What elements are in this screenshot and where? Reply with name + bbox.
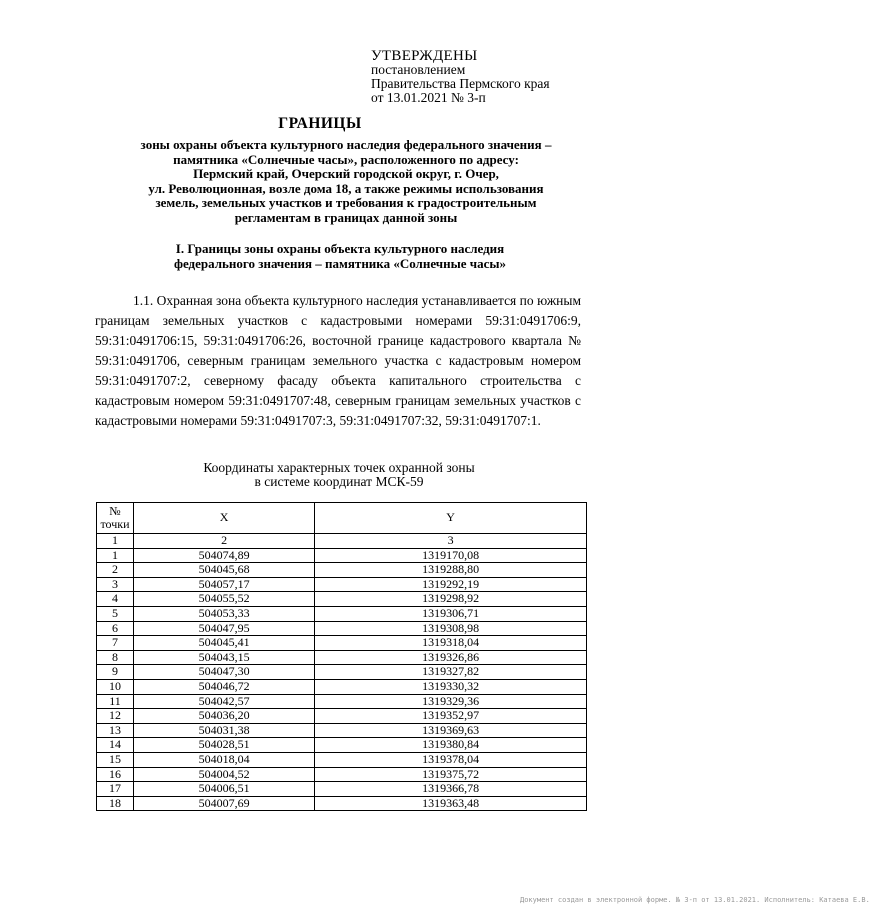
- y-value-cell: 1319326,86: [315, 650, 587, 665]
- footer-stamp: Документ создан в электронной форме. № 3-п от 13.01.2021. Исполнитель: Катаева Е.В.: [520, 896, 870, 904]
- caption-line: в системе координат МСК-59: [254, 473, 424, 489]
- table-row: [97, 796, 587, 811]
- x-value-cell: 504057,17: [133, 577, 314, 592]
- document-subtitle: [90, 138, 602, 225]
- table-row: [97, 650, 587, 665]
- header-point-number: № точки: [97, 503, 134, 534]
- subtitle-line: Пермский край, Очерский городской округ, г. Очер,: [193, 166, 499, 181]
- approval-line: от 13.01.2021 № 3-п: [371, 90, 486, 105]
- section-heading-line: I. Границы зоны охраны объекта культурного наследия: [175, 241, 505, 256]
- y-value-cell: 1319308,98: [315, 621, 587, 636]
- y-value-cell: 1319378,04: [315, 752, 587, 767]
- y-value-cell: 1319329,36: [315, 694, 587, 709]
- y-value-cell: 1319306,71: [315, 606, 587, 621]
- x-value-cell: 504004,52: [133, 767, 314, 782]
- table-caption: [0, 461, 678, 488]
- point-number-cell: 4: [97, 592, 134, 607]
- subtitle-line: памятника «Солнечные часы», расположенного по адресу:: [173, 151, 519, 167]
- y-value-cell: 1319330,32: [315, 679, 587, 694]
- point-number-cell: 3: [97, 577, 134, 592]
- point-number-cell: 12: [97, 709, 134, 724]
- table-row: [97, 577, 587, 592]
- table-row: [97, 694, 587, 709]
- paragraph-1-1: 1.1. Охранная зона объекта культурного наследия устанавливается по южным границам земельных участков с кадастровыми номерами 59:31:0491706:9, 59:31:0491706:15, 59:31:0491706:26, восточной границе кадастрового квартала № 59:31:0491706, северным границам земельного участка с кадастровым номером 59:31:0491707:2, северному фасаду объекта капитального строительства с кадастровым номером 59:31:0491707:48, северным границам земельных участков с кадастровыми номерами 59:31:0491707:3, 59:31:0491707:32, 59:31:0491707:1.: [95, 293, 581, 428]
- table-row: [97, 709, 587, 724]
- y-value-cell: 1319380,84: [315, 738, 587, 753]
- x-value-cell: 504043,15: [133, 650, 314, 665]
- y-value-cell: 1319327,82: [315, 665, 587, 680]
- table-row: [97, 723, 587, 738]
- table-row: [97, 679, 587, 694]
- point-number-cell: 5: [97, 606, 134, 621]
- index-cell: 2: [133, 534, 314, 549]
- table-row: [97, 621, 587, 636]
- table-row: [97, 782, 587, 797]
- point-number-cell: 10: [97, 679, 134, 694]
- table-row: [97, 563, 587, 578]
- subtitle-line: ул. Революционная, возле дома 18, а также режимы использования: [148, 180, 544, 196]
- x-value-cell: 504046,72: [133, 679, 314, 694]
- approval-block: [371, 49, 550, 105]
- point-number-cell: 2: [97, 563, 134, 578]
- subtitle-line: зоны охраны объекта культурного наследия федерального значения –: [140, 137, 552, 152]
- point-number-cell: 14: [97, 738, 134, 753]
- x-value-cell: 504028,51: [133, 738, 314, 753]
- coordinates-table: [96, 502, 587, 811]
- point-number-cell: 15: [97, 752, 134, 767]
- index-cell: 3: [315, 534, 587, 549]
- index-cell: 1: [97, 534, 134, 549]
- point-number-cell: 1: [97, 548, 134, 563]
- x-value-cell: 504006,51: [133, 782, 314, 797]
- y-value-cell: 1319292,19: [315, 577, 587, 592]
- y-value-cell: 1319318,04: [315, 636, 587, 651]
- x-value-cell: 504074,89: [133, 548, 314, 563]
- table-index-row: [97, 534, 587, 549]
- table-row: [97, 665, 587, 680]
- approval-heading: УТВЕРЖДЕНЫ: [371, 48, 478, 64]
- document-title: ГРАНИЦЫ: [278, 115, 362, 132]
- point-number-cell: 6: [97, 621, 134, 636]
- table-row: [97, 738, 587, 753]
- section-heading-line: федерального значения – памятника «Солнечные часы»: [173, 255, 507, 271]
- caption-line: Координаты характерных точек охранной зоны: [203, 460, 475, 475]
- point-number-cell: 18: [97, 796, 134, 811]
- x-value-cell: 504047,95: [133, 621, 314, 636]
- x-value-cell: 504045,68: [133, 563, 314, 578]
- table-row: [97, 752, 587, 767]
- y-value-cell: 1319298,92: [315, 592, 587, 607]
- section-heading: [120, 242, 560, 271]
- y-value-cell: 1319288,80: [315, 563, 587, 578]
- x-value-cell: 504018,04: [133, 752, 314, 767]
- header-x: X: [133, 503, 314, 534]
- y-value-cell: 1319369,63: [315, 723, 587, 738]
- x-value-cell: 504042,57: [133, 694, 314, 709]
- point-number-cell: 8: [97, 650, 134, 665]
- x-value-cell: 504007,69: [133, 796, 314, 811]
- table-row: [97, 606, 587, 621]
- subtitle-line: земель, земельных участков и требования к градостроительным: [155, 195, 537, 210]
- point-number-cell: 11: [97, 694, 134, 709]
- point-number-cell: 17: [97, 782, 134, 797]
- approval-line: Правительства Пермского края: [371, 76, 550, 91]
- header-y: Y: [315, 503, 587, 534]
- subtitle-line: регламентам в границах данной зоны: [234, 209, 458, 225]
- point-number-cell: 16: [97, 767, 134, 782]
- point-number-cell: 7: [97, 636, 134, 651]
- table-row: [97, 636, 587, 651]
- table-row: [97, 767, 587, 782]
- y-value-cell: 1319170,08: [315, 548, 587, 563]
- point-number-cell: 13: [97, 723, 134, 738]
- table-row: [97, 548, 587, 563]
- x-value-cell: 504031,38: [133, 723, 314, 738]
- y-value-cell: 1319366,78: [315, 782, 587, 797]
- point-number-cell: 9: [97, 665, 134, 680]
- x-value-cell: 504045,41: [133, 636, 314, 651]
- table-header-row: [97, 503, 587, 534]
- x-value-cell: 504055,52: [133, 592, 314, 607]
- table-row: [97, 592, 587, 607]
- x-value-cell: 504036,20: [133, 709, 314, 724]
- y-value-cell: 1319363,48: [315, 796, 587, 811]
- y-value-cell: 1319352,97: [315, 709, 587, 724]
- x-value-cell: 504053,33: [133, 606, 314, 621]
- x-value-cell: 504047,30: [133, 665, 314, 680]
- approval-line: постановлением: [371, 62, 466, 77]
- y-value-cell: 1319375,72: [315, 767, 587, 782]
